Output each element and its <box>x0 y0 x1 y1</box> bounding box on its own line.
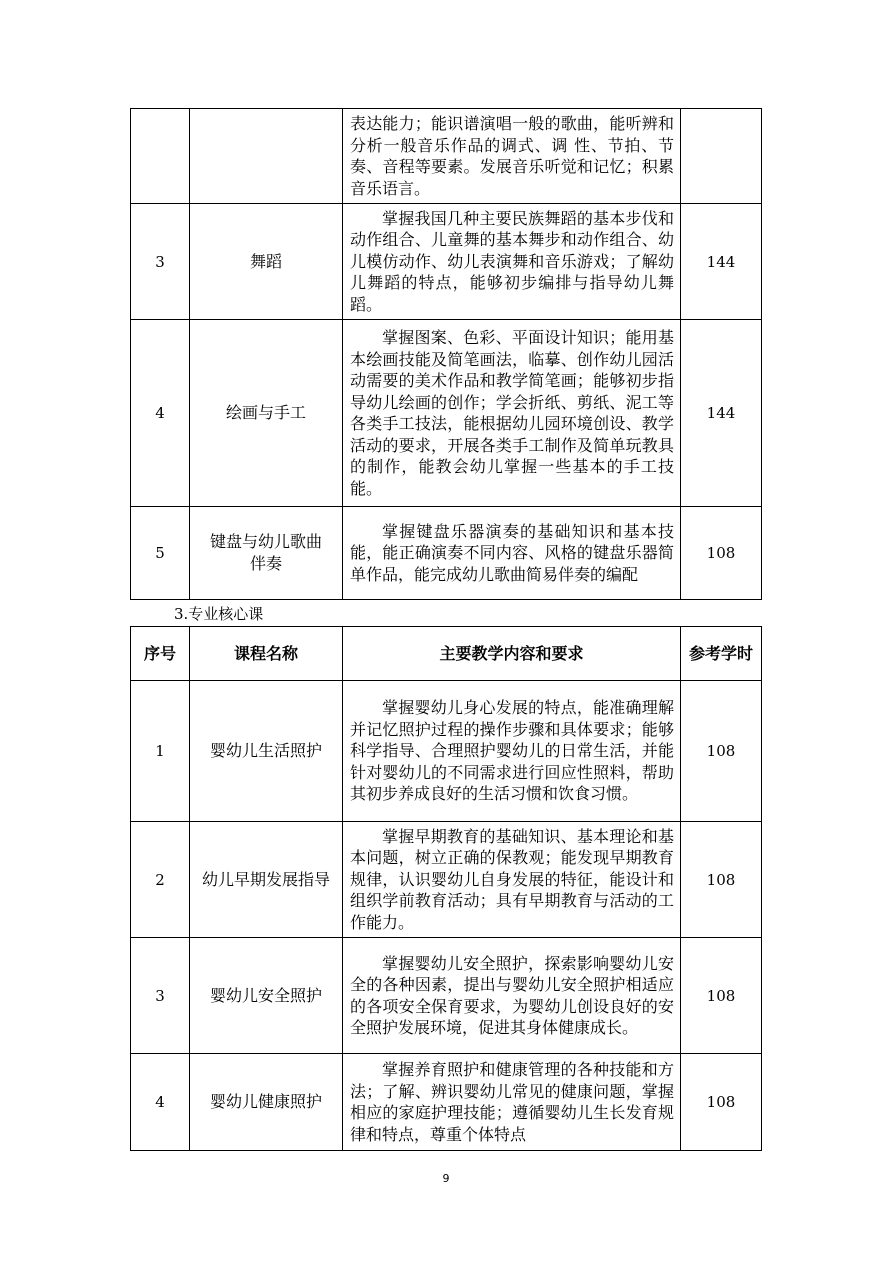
course-content-text: 掌握婴幼儿身心发展的特点，能准确理解并记忆照护过程的操作步骤和具体要求；能够科学指导、合理照护婴幼儿的日常生活，并能针对婴幼儿的不同需求进行回应性照料，帮助其初步养成良好的生活习惯和饮食习惯。 <box>350 698 674 804</box>
course-name: 婴幼儿安全照护 <box>190 938 343 1054</box>
course-content-text: 表达能力；能识谱演唱一般的歌曲，能听辨和分析一般音乐作品的调式、调 性、节拍、节奏、音程等要素。发展音乐听觉和记忆；积累音乐语言。 <box>350 114 674 198</box>
course-content <box>343 109 681 204</box>
course-name: 婴幼儿生活照护 <box>190 681 343 822</box>
course-name: 绘画与手工 <box>190 320 343 507</box>
course-hours: 108 <box>681 1054 762 1151</box>
course-content <box>343 204 681 320</box>
course-content <box>343 681 681 822</box>
course-hours: 108 <box>681 938 762 1054</box>
table-row <box>131 822 762 938</box>
table-row <box>131 204 762 320</box>
row-number: 3 <box>131 938 190 1054</box>
course-content-text: 掌握婴幼儿安全照护，探索影响婴幼儿安全的各种因素，提出与婴幼儿安全照护相适应的各项安全保育要求，为婴幼儿创设良好的安全照护发展环境，促进其身体健康成长。 <box>350 953 674 1037</box>
course-content <box>343 938 681 1054</box>
course-content <box>343 507 681 600</box>
header-course-name: 课程名称 <box>190 627 343 681</box>
course-hours <box>681 109 762 204</box>
table-row <box>131 938 762 1054</box>
table-row <box>131 109 762 204</box>
course-content-text: 掌握养育照护和健康管理的各种技能和方法；了解、辨识婴幼儿常见的健康问题，掌握相应的家庭护理技能；遵循婴幼儿生长发育规律和特点，尊重个体特点 <box>350 1060 674 1144</box>
course-content <box>343 320 681 507</box>
course-name: 舞蹈 <box>190 204 343 320</box>
header-hours: 参考学时 <box>681 627 762 681</box>
course-content <box>343 1054 681 1151</box>
table-row <box>131 1054 762 1151</box>
course-name: 幼儿早期发展指导 <box>190 822 343 938</box>
row-number: 4 <box>131 1054 190 1151</box>
page-number: 9 <box>442 1172 450 1185</box>
table-row <box>131 507 762 600</box>
course-hours: 108 <box>681 681 762 822</box>
row-number: 5 <box>131 507 190 600</box>
row-number: 1 <box>131 681 190 822</box>
table-header-row <box>131 627 762 681</box>
header-content: 主要教学内容和要求 <box>343 627 681 681</box>
course-content-text: 掌握早期教育的基础知识、基本理论和基本问题，树立正确的保教观；能发现早期教育规律，认识婴幼儿自身发展的特征，能设计和组织学前教育活动；具有早期教育与活动的工作能力。 <box>350 826 674 932</box>
table-row <box>131 320 762 507</box>
row-number: 2 <box>131 822 190 938</box>
course-hours: 144 <box>681 320 762 507</box>
row-number: 3 <box>131 204 190 320</box>
curriculum-table-continued <box>130 108 762 600</box>
course-content-text: 掌握图案、色彩、平面设计知识；能用基本绘画技能及简笔画法，临摹、创作幼儿园活动需要的美术作品和教学简笔画；能够初步指导幼儿绘画的创作；学会折纸、剪纸、泥工等各类手工技法，能根据幼儿园环境创设、教学活动的要求，开展各类手工制作及简单玩教具的制作，能教会幼儿掌握一些基本的手工技能。 <box>350 328 674 498</box>
header-number: 序号 <box>131 627 190 681</box>
course-hours: 108 <box>681 822 762 938</box>
section-title: 3.专业核心课 <box>174 605 264 623</box>
course-content-text: 掌握我国几种主要民族舞蹈的基本步伐和动作组合、儿童舞的基本舞步和动作组合、幼儿模仿动作、幼儿表演舞和音乐游戏；了解幼儿舞蹈的特点，能够初步编排与指导幼儿舞蹈。 <box>350 208 674 314</box>
row-number: 4 <box>131 320 190 507</box>
course-name: 婴幼儿健康照护 <box>190 1054 343 1151</box>
core-course-table <box>130 626 762 1151</box>
course-hours: 144 <box>681 204 762 320</box>
table-row <box>131 681 762 822</box>
course-name: 键盘与幼儿歌曲伴奏 <box>190 507 343 600</box>
course-name <box>190 109 343 204</box>
course-content-text: 掌握键盘乐器演奏的基础知识和基本技能，能正确演奏不同内容、风格的键盘乐器简单作品，能完成幼儿歌曲简易伴奏的编配 <box>350 521 674 584</box>
course-hours: 108 <box>681 507 762 600</box>
course-content <box>343 822 681 938</box>
row-number <box>131 109 190 204</box>
